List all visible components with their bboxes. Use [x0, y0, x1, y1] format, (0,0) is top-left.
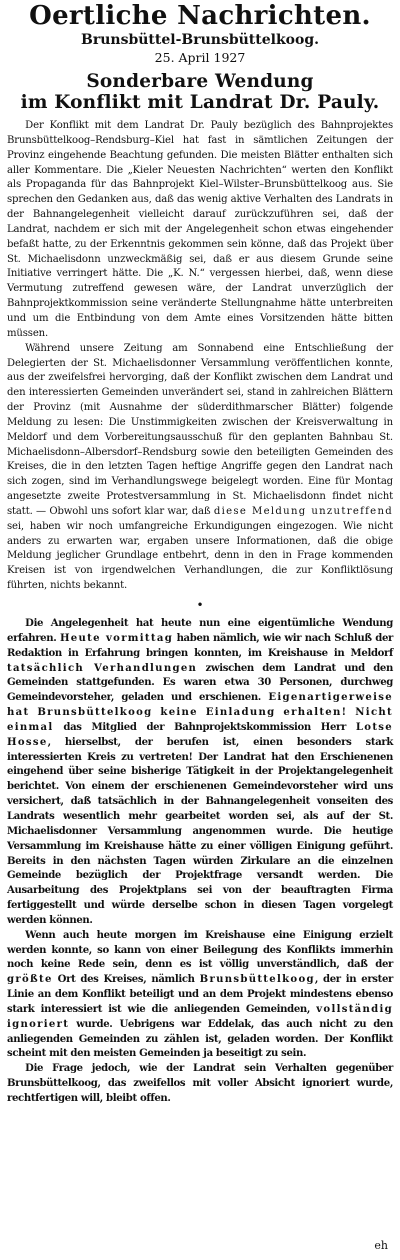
bold-p2-g: wurde. Uebrigens war Eddelak, das auch nicht zu den anliegenden Gemeinden zu zählen ist, geladen worden. Der Konflikt scheint mit den meisten Gemeinden ja beseitigt zu sein. [7, 1018, 393, 1060]
bold-p2-b: größte [7, 974, 53, 986]
date-line: 25. April 1927 [154, 50, 246, 65]
bold-p1-d: tatsächlich Verhandlungen [7, 662, 198, 674]
author-signature: eh [374, 1239, 388, 1252]
paragraph-1-text: Der Konflikt mit dem Landrat Dr. Pauly bezüglich des Bahnprojektes Brunsbüttelkoog–Rendsburg–Kiel hat fast in sämtlichen Zeitungen der Provinz eingehende Beachtung gefunden. Die meisten Blätter enthalten sich aller Kommentare. Die „Kieler Neuesten Nachrichten“ werten den Konflikt als Propaganda für das Bahnprojekt Kiel–Wilster–Brunsbüttelkoog aus. Sie sprechen den Gedanken aus, daß das wenig aktive Verhalten des Landrats in der Bahnangelegenheit vielleicht darauf zurückzuführen sei, daß der Landrat, nachdem er sich mit der Angelegenheit schon etwas eingehender befaßt hatte, zu der Erkenntnis gekommen sein könne, daß das Projekt über St. Michaelisdonn unzweckmäßig sei, daß er aus diesem Grunde seine Initiative verringert hätte. Die „K. N.“ vergessen hierbei, daß, wenn diese Vermutung zutreffend gewesen wäre, der Landrat unverzüglich der Bahnprojektkommission seine veränderte Stellungnahme hätte unterbreiten und um die Entbindung von dem Amte eines Vorsitzenden hätte bitten müssen. [7, 120, 393, 339]
bold-p2-c: Ort des Kreises, nämlich [52, 974, 200, 986]
headline-line-2: im Konflikt mit Landrat Dr. Pauly. [20, 92, 380, 113]
article-paragraph-2 [7, 342, 393, 594]
headline-line-1: Sonderbare Wendung [86, 71, 314, 92]
bold-paragraph-3 [7, 1062, 393, 1107]
bold-p1-c: haben nämlich, wie wir nach Schluß der Redaktion in Erfahrung bringen konnten, im Kreishause in Meldorf [7, 632, 393, 659]
bold-paragraph-2 [7, 929, 393, 1063]
bold-p1-g: das Mitglied der Bahnprojektskommission Herr [53, 721, 356, 733]
bold-p1-a: Die Angelegenheit hat heute nun eine eigentümliche Wendung erfahren. [7, 618, 393, 644]
bold-p2-e: , der in erster Linie an dem Konflikt beteiligt und an dem Projekt mindestens ebenso stark interessiert ist wie die anliegenden Gemeinden, [7, 974, 393, 1015]
article-headline [7, 71, 393, 113]
bold-p1-b: Heute vormittag [59, 632, 174, 644]
place-line: Brunsbüttel-Brunsbüttelkoog. [81, 32, 319, 48]
bold-p1-e: zwischen dem Landrat und den Gemeinden stattgefunden. Es waren etwa 30 Personen, durchweg Gemeindevorsteher, geladen und erschienen. [7, 662, 393, 704]
paragraph-2-emphasis: diese Meldung unzutreffend [213, 505, 394, 517]
section-divider-bullet: • [196, 598, 204, 612]
bold-p1-i: , hierselbst, der berufen ist, einen besonders stark interessierten Kreis zu vertreten! Der Landrat hat den Erschienenen eingehend über seine bisherige Tätigkeit in der Projektangelegenheit berichtet. Von einem der erschienenen Gemeindevorsteher wird uns versichert, daß tatsächlich in der Bahnangelegenheit vonseiten des Landrats wesentlich mehr gearbeitet worden sei, als auf der St. Michaelisdonner Versammlung angenommen wurde. Die heutige Versammlung im Kreishause hätte zu einer völligen Einigung geführt. Bereits in den nächsten Tagen würden Zirkulare an die einzelnen Gemeinde bezüglich der Projektfrage versandt werden. Die Ausarbeitung des Projektplans sei von der beauftragten Firma fertiggestellt und würde derselbe schon in diesen Tagen vorgelegt werden können. [7, 736, 393, 926]
bold-p1-f: Eigenartigerweise hat Brunsbüttelkoog keine Einladung erhalten! Nicht einmal [7, 692, 393, 733]
bold-p2-d: Brunsbüttelkoog [199, 974, 315, 986]
section-title: Oertliche Nachrichten. [29, 1, 371, 31]
paragraph-2-text-a: Während unsere Zeitung am Sonnabend eine Entschließung der Delegierten der St. Michaelisdonner Versammlung veröffentlichen konnte, aus der zweifelsfrei hervorging, daß der Konflikt zwischen dem Landrat und den interessierten Gemeinden unverändert sei, stand in zahlreichen Blättern der Provinz (mit Ausnahme der süderdithmarscher Blätter) folgende Meldung zu lesen: Die Unstimmigkeiten zwischen der Kreisverwaltung in Meldorf und dem Vorbereitungsausschuß für den geplanten Bahnbau St. Michaelisdonn–Albersdorf–Rendsburg sowie den beteiligten Gemeinden des Kreises, die in den letzten Tagen heftige Angriffe gegen den Landrat nach sich zogen, sind im Verhandlungswege beigelegt worden. Eine für Montag angesetzte zweite Protestversammlung in St. Michaelisdonn findet nicht statt. — Obwohl uns sofort klar war, daß [7, 342, 393, 517]
bold-p2-f: vollständig ignoriert [7, 1003, 393, 1030]
paragraph-2-text-c: sei, haben wir noch umfangreiche Erkundigungen eingezogen. Wie nicht anders zu erwarten war, ergaben unsere Informationen, daß die obige Meldung jeglicher Grundlage entbehrt, denn in den in Frage kommenden Kreisen ist von irgendwelchen Verhandlungen, die zur Konfliktlösung führten, nichts bekannt. [7, 520, 393, 592]
bold-p2-a: Wenn auch heute morgen im Kreishause eine Einigung erzielt werden konnte, so kann von einer Beilegung des Konflikts immerhin noch keine Rede sein, denn es ist völlig unverständlich, daß der [7, 929, 393, 971]
bold-p1-h: Lotse Hosse [7, 721, 393, 748]
bold-paragraph-1 [7, 617, 393, 929]
article-paragraph-1 [7, 119, 393, 342]
bold-p3-a: Die Frage jedoch, wie der Landrat sein Verhalten gegenüber Brunsbüttelkoog, das zweifellos mit voller Absicht ignoriert wurde, rechtfertigen will, bleibt offen. [7, 1063, 393, 1104]
